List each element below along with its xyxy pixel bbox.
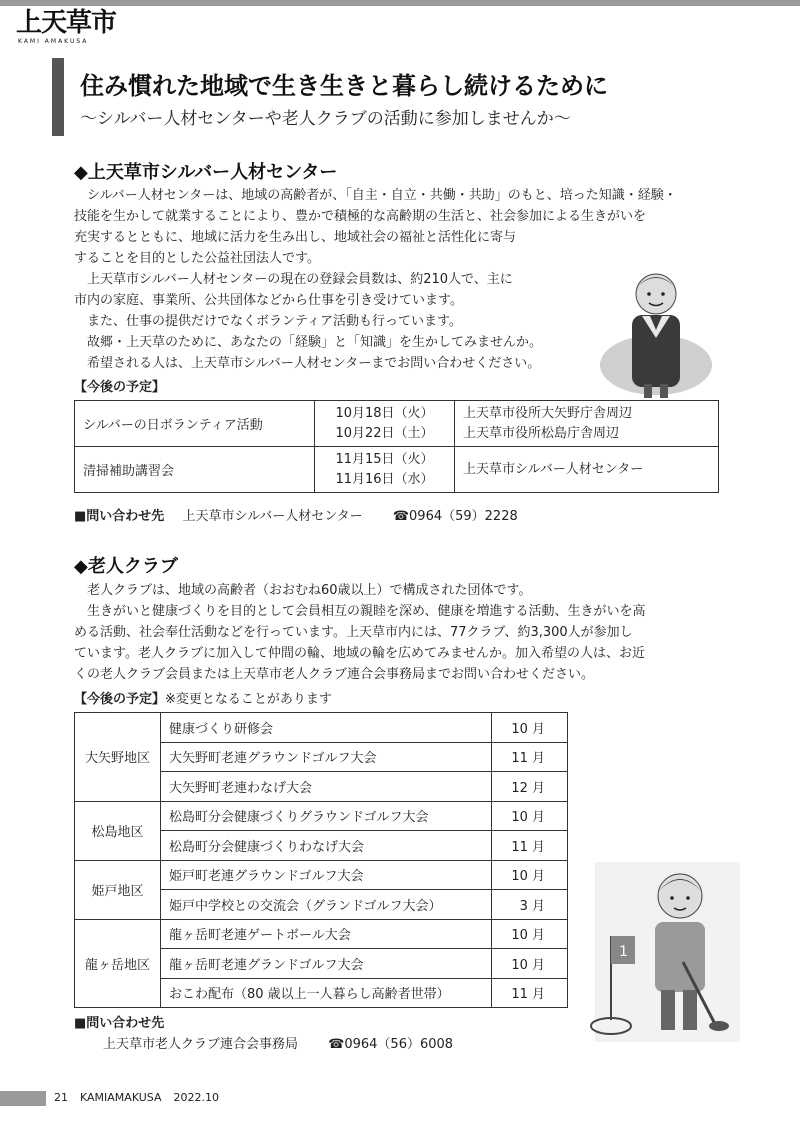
schedule-place: 上天草市役所松島庁舎周辺: [463, 425, 620, 441]
event-name: おこわ配布（80 歳以上一人暮らし高齢者世帯）: [161, 978, 492, 1008]
page-footer: [54, 1091, 231, 1104]
schedule-event: 清掃補助講習会: [75, 447, 315, 493]
logo-main-text: 上天草市: [16, 8, 117, 38]
silver-schedule-table: [74, 400, 719, 493]
silver-paragraph-line: 故郷・上天草のために、あなたの「経験」と「知識」を生かしてみませんか。: [74, 335, 543, 350]
silver-paragraph-line: また、仕事の提供だけでなくボランティア活動も行っています。: [74, 314, 462, 329]
roujin-paragraph-line: 生きがいと健康づくりを目的として会員相互の親睦を深め、健康を増進する活動、生きがいを高: [74, 604, 646, 619]
title-block: [52, 58, 752, 136]
roujin-schedule-title: 【今後の予定】: [74, 692, 166, 707]
roujin-schedule-note: ※変更となることがあります: [165, 692, 332, 707]
logo-sub-text: KAMI AMAKUSA: [18, 38, 89, 45]
event-month: 12 月: [492, 772, 568, 802]
event-month: 10 月: [492, 919, 568, 949]
silver-contact: [74, 505, 518, 524]
roujin-contact: [103, 1033, 453, 1052]
area-name: 龍ヶ岳地区: [75, 919, 161, 1008]
silver-contact-org: 上天草市シルバー人材センター: [182, 509, 363, 524]
roujin-contact-org: 上天草市老人クラブ連合会事務局: [103, 1037, 299, 1052]
silver-schedule-label: 【今後の予定】: [74, 380, 166, 395]
silver-paragraph: [74, 185, 677, 374]
roujin-paragraph-line: くの老人クラブ会員または上天草市老人クラブ連合会事務局までお問い合わせください。: [74, 667, 595, 682]
event-month: 11 月: [492, 978, 568, 1008]
event-name: 大矢野町老連わなげ大会: [161, 772, 492, 802]
event-name: 姫戸中学校との交流会（グランドゴルフ大会）: [161, 890, 492, 920]
page-title: 住み慣れた地域で生き生きと暮らし続けるために: [80, 72, 608, 100]
event-month: 11 月: [492, 831, 568, 861]
event-name: 姫戸町老連グラウンドゴルフ大会: [161, 860, 492, 890]
silver-paragraph-line: 技能を生かして就業することにより、豊かで積極的な高齢期の生活と、社会参加による生きがいを: [74, 209, 647, 224]
top-decorative-bar: [0, 0, 800, 6]
event-name: 松島町分会健康づくりグラウンドゴルフ大会: [161, 801, 492, 831]
schedule-place: 上天草市シルバー人材センター: [463, 461, 644, 477]
event-name: 龍ヶ岳町老連ゲートボール大会: [161, 919, 492, 949]
silver-paragraph-line: 市内の家庭、事業所、公共団体などから仕事を引き受けています。: [74, 293, 463, 308]
event-name: 松島町分会健康づくりわなげ大会: [161, 831, 492, 861]
footer-issue: 2022.10: [173, 1091, 220, 1104]
roujin-paragraph: [74, 580, 645, 685]
schedule-dates: [315, 447, 455, 493]
event-month: 10 月: [492, 860, 568, 890]
silver-paragraph-line: することを目的とした公益社団法人です。: [74, 251, 320, 266]
schedule-places: [455, 401, 719, 447]
schedule-place: 上天草市役所大矢野庁舎周辺: [463, 405, 633, 421]
table-row: [75, 919, 568, 949]
silver-paragraph-line: シルバー人材センターは、地域の高齢者が、「自主・自立・共働・共助」のもと、培った知識・経験・: [74, 188, 677, 203]
schedule-date: 10月22日（土）: [335, 425, 434, 441]
event-month: 10 月: [492, 801, 568, 831]
page-subtitle: 〜シルバー人材センターや老人クラブの活動に参加しませんか〜: [80, 109, 571, 129]
silver-paragraph-line: 希望される人は、上天草市シルバー人材センターまでお問い合わせください。: [74, 356, 541, 371]
table-row: [75, 801, 568, 831]
roujin-paragraph-line: める活動、社会奉仕活動などを行っています。上天草市内には、77クラブ、約3,300人が参加し: [74, 625, 633, 640]
event-month: 10 月: [492, 949, 568, 979]
event-name: 龍ヶ岳町老連グランドゴルフ大会: [161, 949, 492, 979]
roujin-paragraph-line: 老人クラブは、地域の高齢者（おおむね60歳以上）で構成された団体です。: [74, 583, 532, 598]
roujin-contact-label: ■問い合わせ先: [74, 1016, 165, 1031]
event-name: 健康づくり研修会: [161, 713, 492, 743]
svg-text:1: 1: [619, 944, 628, 960]
schedule-date: 11月15日（火）: [335, 451, 434, 467]
table-row: [75, 713, 568, 743]
area-name: 松島地区: [75, 801, 161, 860]
silver-contact-label: ■問い合わせ先: [74, 509, 165, 524]
schedule-date: 10月18日（火）: [335, 405, 434, 421]
event-name: 大矢野町老連グラウンドゴルフ大会: [161, 742, 492, 772]
footer-decorative-bar: [0, 1091, 46, 1106]
roujin-schedule-table: [74, 712, 568, 1008]
table-row: [75, 447, 719, 493]
event-month: 3 月: [492, 890, 568, 920]
ground-golf-illustration: [575, 862, 740, 1042]
roujin-contact-phone: ☎0964（56）6008: [328, 1037, 454, 1052]
schedule-date: 11月16日（水）: [335, 471, 434, 487]
footer-magazine-name: KAMIAMAKUSA: [80, 1091, 162, 1104]
silver-section-heading: ◆上天草市シルバー人材センター: [74, 162, 338, 183]
silver-paragraph-line: 充実するとともに、地域に活力を生み出し、地域社会の福祉と活性化に寄与: [74, 230, 517, 245]
roujin-paragraph-line: ています。老人クラブに加入して仲間の輪、地域の輪を広めてみませんか。加入希望の人は、お近: [74, 646, 645, 661]
schedule-dates: [315, 401, 455, 447]
roujin-section-heading: ◆老人クラブ: [74, 556, 178, 577]
schedule-event: シルバーの日ボランティア活動: [75, 401, 315, 447]
area-name: 姫戸地区: [75, 860, 161, 919]
silver-paragraph-line: 上天草市シルバー人材センターの現在の登録会員数は、約210人で、主に: [74, 272, 513, 287]
roujin-contact-label-row: [74, 1012, 164, 1031]
roujin-schedule-label: [74, 688, 332, 707]
silver-worker-illustration: [596, 260, 716, 400]
footer-page-number: 21: [54, 1091, 68, 1104]
event-month: 11 月: [492, 742, 568, 772]
title-accent-bar: [52, 58, 64, 136]
table-row: [75, 860, 568, 890]
table-row: [75, 401, 719, 447]
area-name: 大矢野地区: [75, 713, 161, 802]
schedule-places: [455, 447, 719, 493]
silver-contact-phone: ☎0964（59）2228: [392, 509, 518, 524]
event-month: 10 月: [492, 713, 568, 743]
city-logo: [16, 9, 126, 47]
